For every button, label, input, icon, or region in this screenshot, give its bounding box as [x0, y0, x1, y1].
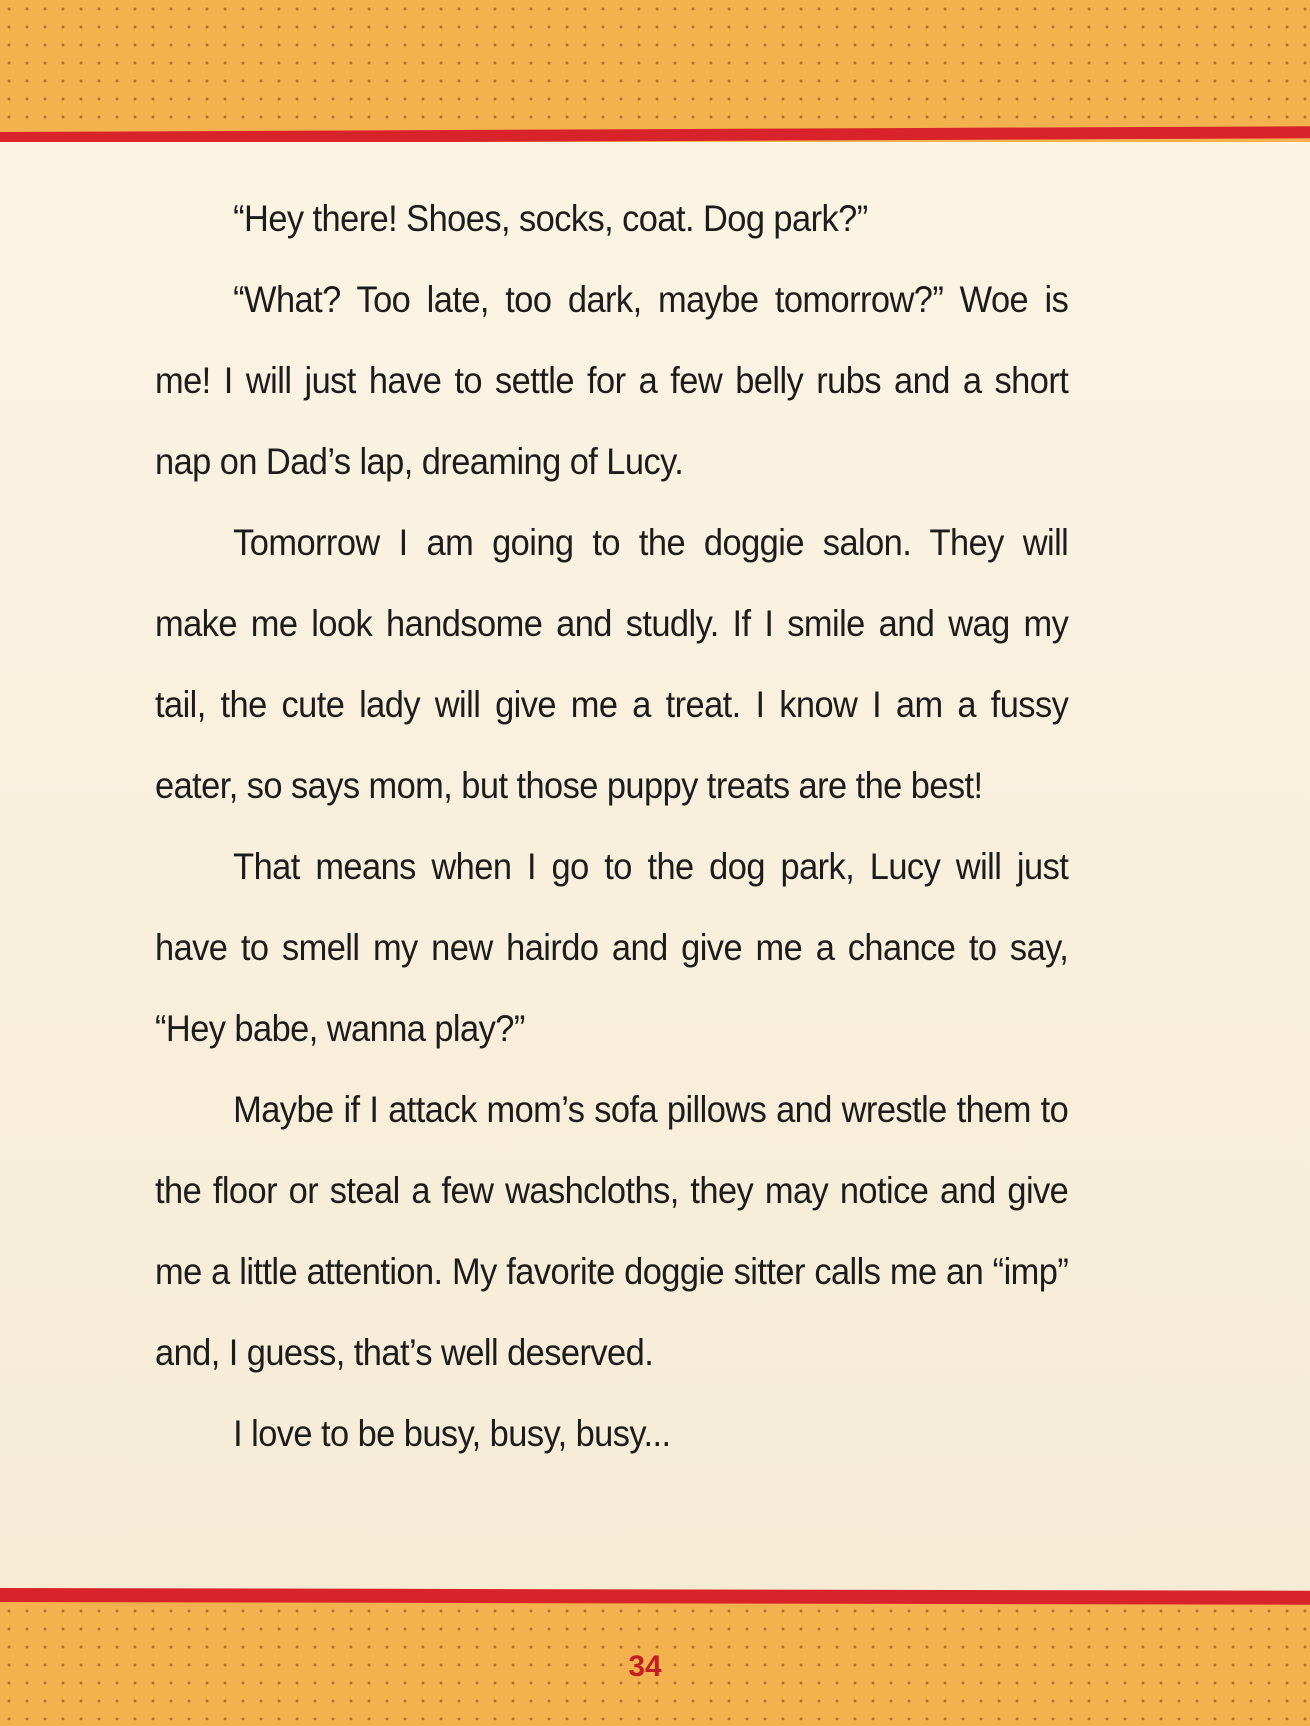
paragraph-4: That means when I go to the dog park, Lucy will just have to smell my new hairdo and give me a chance to say, “Hey babe, wanna play?”	[155, 846, 1069, 1049]
paragraph-6: I love to be busy, busy, busy...	[233, 1413, 671, 1454]
page-number: 34	[628, 1650, 662, 1683]
paragraph-5: Maybe if I attack mom’s sofa pillows and wrestle them to the floor or steal a few washcloths, they may notice and give me a little attention. My favorite doggie sitter calls me an “imp” and, I guess, that’s well deserved.	[155, 1089, 1069, 1373]
paragraph-1: “Hey there! Shoes, socks, coat. Dog park?”	[233, 198, 868, 239]
paragraph-2: “What? Too late, too dark, maybe tomorrow?” Woe is me! I will just have to settle for a few belly rubs and a short nap on Dad’s lap, dreaming of Lucy.	[155, 279, 1069, 482]
top-dotted-border	[0, 0, 1310, 140]
story-text	[155, 178, 1068, 1474]
bottom-red-rule	[0, 1588, 1310, 1605]
paragraph-3: Tomorrow I am going to the doggie salon. They will make me look handsome and studly. If I smile and wag my tail, the cute lady will give me a treat. I know I am a fussy eater, so says mom, but those puppy treats are the best!	[155, 522, 1069, 806]
